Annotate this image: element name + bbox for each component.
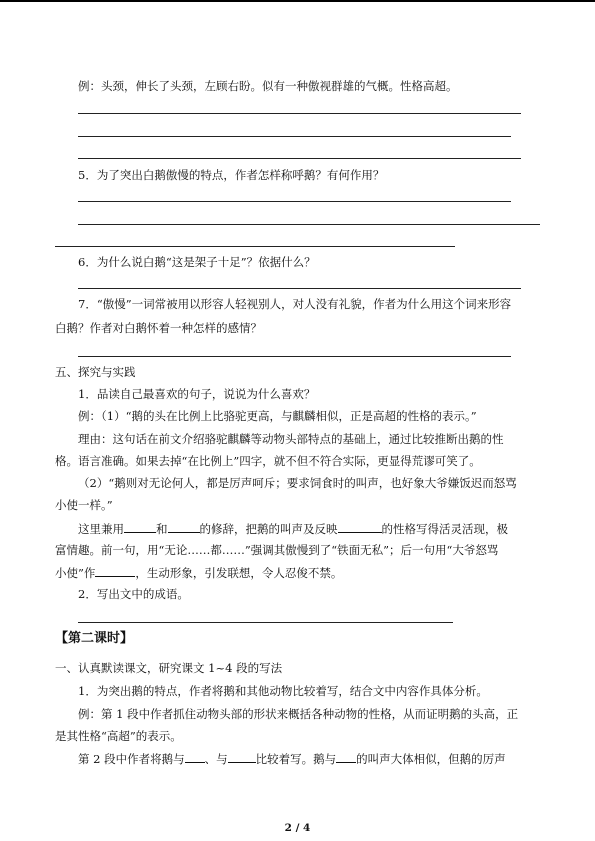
example-2-line1: （2）“鹅则对无论何人，都是厉声呵斥；要求饲食时的叫声，也好象大爷嫌饭迟而怒骂	[78, 476, 517, 490]
section-1-heading: 一、认真默读课文，研究课文 1~4 段的写法	[55, 661, 283, 675]
fill-blank[interactable]	[168, 521, 200, 533]
fill-text: 、与	[204, 752, 228, 766]
question-7-line2: 白鹅？作者对白鹅怀着一种怎样的感情？	[55, 321, 262, 335]
fill-blank[interactable]	[336, 751, 356, 763]
fill-text: 小使”作	[55, 566, 96, 580]
fill-blank[interactable]	[338, 521, 382, 533]
question-5: 5．为了突出白鹅傲慢的特点，作者怎样称呼鹅？有何作用？	[78, 168, 385, 182]
fill-text: 的性格写得活灵活现，极	[381, 522, 508, 536]
fill-line2: 富情趣。前一句，用“无论……都……”强调其傲慢到了“铁面无私”；后一句用“大爷怒骂	[55, 543, 499, 557]
fill-blank[interactable]	[95, 565, 135, 577]
question-6: 6．为什么说白鹅“这是架子十足”？依据什么？	[78, 255, 316, 269]
fill-text: 和	[156, 522, 168, 536]
fill-blank[interactable]	[124, 521, 156, 533]
fill-text: ，生动形象，引发联想，令人忍俊不禁。	[135, 566, 343, 580]
study-2-line	[78, 751, 506, 766]
answer-line	[78, 288, 521, 289]
fill-line3	[55, 565, 342, 580]
reason-line2: 格。语言准确。如果去掉“在比例上”四字，就不但不符合实际，更显得荒谬可笑了。	[55, 454, 481, 468]
header-rule	[0, 0, 595, 2]
practice-2: 2．写出文中的成语。	[78, 587, 189, 601]
study-1-example-line2: 是其性格“高超”的表示。	[55, 729, 182, 743]
practice-1: 1．品读自己最喜欢的句子，说说为什么喜欢？	[78, 387, 316, 401]
fill-text: 第 2 段中作者将鹅与	[78, 752, 185, 766]
answer-line	[78, 201, 511, 202]
answer-line	[78, 158, 521, 159]
fill-text: 的叫声大体相似，但鹅的厉声	[356, 752, 506, 766]
answer-line	[78, 113, 521, 114]
fill-text: 的修辞，把鹅的叫声及反映	[199, 522, 338, 536]
answer-line	[78, 136, 511, 137]
fill-line1	[78, 521, 508, 536]
fill-blank[interactable]	[228, 751, 256, 763]
lesson-2-heading: 【第二课时】	[55, 631, 134, 646]
example-1: 例：（1）“鹅的头在比例上比骆驼更高，与麒麟相似，正是高超的性格的表示。”	[78, 409, 477, 423]
fill-text: 比较着写。鹅与	[255, 752, 337, 766]
example-2-line2: 小使一样。”	[55, 498, 113, 512]
page-number: 2 / 4	[284, 822, 311, 834]
answer-line	[78, 622, 453, 623]
reason-line1: 理由：这句话在前文介绍骆驼麒麟等动物头部特点的基础上，通过比较推断出鹅的性	[78, 432, 504, 446]
example-neck: 例：头颈，伸长了头颈，左顾右盼。似有一种傲视群雄的气概。性格高超。	[78, 79, 458, 93]
answer-line	[78, 356, 511, 357]
question-7-line1: 7．“傲慢”一词常被用以形容人轻视别人，对人没有礼貌，作者为什么用这个词来形容	[78, 297, 512, 311]
study-1-example-line1: 例：第 1 段中作者抓住动物头部的形状来概括各种动物的性格，从而证明鹅的头高，正	[78, 707, 519, 721]
answer-line	[78, 224, 540, 225]
study-1: 1．为突出鹅的特点，作者将鹅和其他动物比较着写，结合文中内容作具体分析。	[78, 684, 488, 698]
fill-blank[interactable]	[185, 751, 205, 763]
answer-line	[55, 246, 455, 247]
fill-text: 这里兼用	[78, 522, 124, 536]
section-5-heading: 五、探究与实践	[55, 365, 136, 379]
